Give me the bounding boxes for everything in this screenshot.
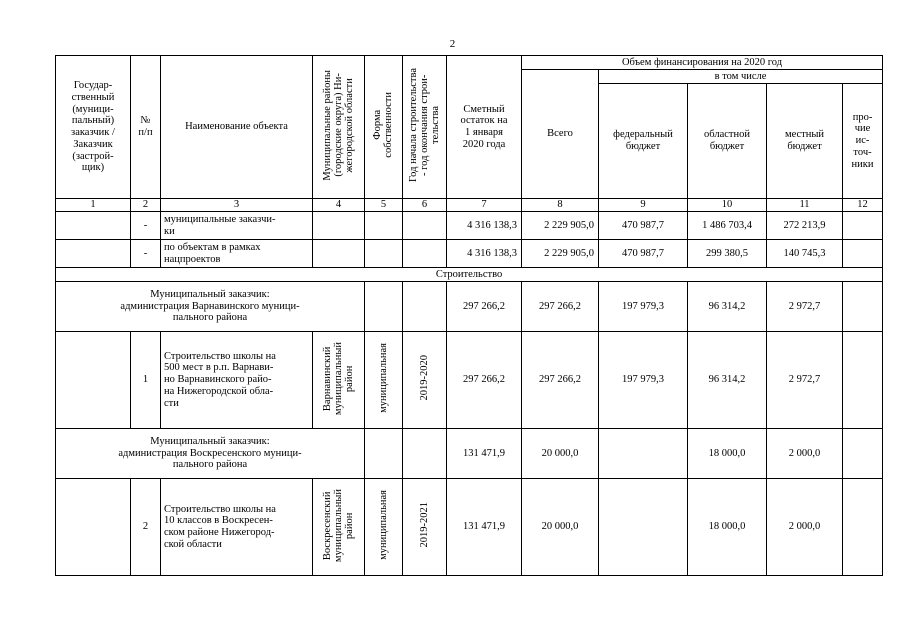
col-number: 2 [131, 199, 161, 212]
header-financing-title: Объем финансирования на 2020 год [522, 56, 883, 70]
regional: 18 000,0 [688, 429, 767, 479]
header-districts: Муниципальные районы (городские округа) Ни- жегородской области [313, 56, 365, 199]
table-row [56, 212, 883, 240]
total: 20 000,0 [522, 479, 599, 576]
customer-name: Муниципальный заказчик: администрация Воскресенского муници- пального района [56, 429, 365, 479]
column-numbers-row [56, 199, 883, 212]
local: 2 000,0 [767, 479, 843, 576]
header-customer: Государ- ственный (муници- пальный) заказчик / Заказчик (застрой- щик) [56, 56, 131, 199]
local: 2 000,0 [767, 429, 843, 479]
cell [403, 282, 447, 332]
cell [365, 429, 403, 479]
row-number: 1 [131, 332, 161, 429]
header-local: местный бюджет [767, 84, 843, 199]
customer-name: Муниципальный заказчик: администрация Варнавинского муници- пального района [56, 282, 365, 332]
regional: 1 486 703,4 [688, 212, 767, 240]
total: 2 229 905,0 [522, 212, 599, 240]
cell [365, 240, 403, 268]
regional: 96 314,2 [688, 282, 767, 332]
object-row [56, 332, 883, 429]
federal: 470 987,7 [599, 212, 688, 240]
header-total: Всего [522, 70, 599, 199]
years: 2019-2021 [403, 479, 447, 576]
object-row [56, 479, 883, 576]
local: 272 213,9 [767, 212, 843, 240]
object-name: Строительство школы на 500 мест в р.п. Варнави- но Варнавинского райо- на Нижегородской обла- сти [161, 332, 313, 429]
total: 20 000,0 [522, 429, 599, 479]
estimate-balance: 297 266,2 [447, 282, 522, 332]
federal: 470 987,7 [599, 240, 688, 268]
federal [599, 479, 688, 576]
cell [403, 429, 447, 479]
other [843, 429, 883, 479]
col-number: 10 [688, 199, 767, 212]
header-regional: областной бюджет [688, 84, 767, 199]
col-number: 3 [161, 199, 313, 212]
federal [599, 429, 688, 479]
other [843, 282, 883, 332]
header-other: про- чие ис- точ- ники [843, 84, 883, 199]
customer-row [56, 282, 883, 332]
header-number: № п/п [131, 56, 161, 199]
col-number: 6 [403, 199, 447, 212]
total: 297 266,2 [522, 332, 599, 429]
regional: 96 314,2 [688, 332, 767, 429]
estimate-balance: 131 471,9 [447, 479, 522, 576]
col-number: 7 [447, 199, 522, 212]
col-number: 11 [767, 199, 843, 212]
section-row [56, 268, 883, 282]
page-number: 2 [449, 38, 456, 50]
object-name: по объектам в рамках нацпроектов [161, 240, 313, 268]
estimate-balance: 4 316 138,3 [447, 240, 522, 268]
financing-table [55, 55, 883, 576]
total: 297 266,2 [522, 282, 599, 332]
object-name: муниципальные заказчи- ки [161, 212, 313, 240]
cell [56, 479, 131, 576]
estimate-balance: 297 266,2 [447, 332, 522, 429]
cell [365, 212, 403, 240]
row-number: 2 [131, 479, 161, 576]
customer-row [56, 429, 883, 479]
ownership: муниципальная [365, 479, 403, 576]
regional: 299 380,5 [688, 240, 767, 268]
district: Воскресенский муниципальный район [313, 479, 365, 576]
header-federal: федеральный бюджет [599, 84, 688, 199]
local: 140 745,3 [767, 240, 843, 268]
local: 2 972,7 [767, 332, 843, 429]
regional: 18 000,0 [688, 479, 767, 576]
federal: 197 979,3 [599, 282, 688, 332]
cell [313, 240, 365, 268]
table-row [56, 240, 883, 268]
other [843, 212, 883, 240]
total: 2 229 905,0 [522, 240, 599, 268]
object-name: Строительство школы на 10 классов в Воскресен- ском районе Нижегород- ской области [161, 479, 313, 576]
cell [313, 212, 365, 240]
header-years: Год начала строительства - год окончания строи- тельства [403, 56, 447, 199]
local: 2 972,7 [767, 282, 843, 332]
cell [56, 332, 131, 429]
col-number: 8 [522, 199, 599, 212]
cell [56, 212, 131, 240]
ownership: муниципальная [365, 332, 403, 429]
col-number: 9 [599, 199, 688, 212]
col-number: 1 [56, 199, 131, 212]
section-title: Строительство [56, 268, 883, 282]
header-including: в том числе [599, 70, 883, 84]
row-number: - [131, 212, 161, 240]
years: 2019-2020 [403, 332, 447, 429]
district: Варнавинский муниципальный район [313, 332, 365, 429]
header-estimate-balance: Сметный остаток на 1 января 2020 года [447, 56, 522, 199]
other [843, 240, 883, 268]
other [843, 332, 883, 429]
header-ownership: Форма собственности [365, 56, 403, 199]
estimate-balance: 131 471,9 [447, 429, 522, 479]
header-row-1 [56, 56, 883, 70]
federal: 197 979,3 [599, 332, 688, 429]
header-object-name: Наименование объекта [161, 56, 313, 199]
cell [403, 240, 447, 268]
cell [56, 240, 131, 268]
cell [365, 282, 403, 332]
estimate-balance: 4 316 138,3 [447, 212, 522, 240]
col-number: 4 [313, 199, 365, 212]
col-number: 12 [843, 199, 883, 212]
col-number: 5 [365, 199, 403, 212]
other [843, 479, 883, 576]
row-number: - [131, 240, 161, 268]
cell [403, 212, 447, 240]
